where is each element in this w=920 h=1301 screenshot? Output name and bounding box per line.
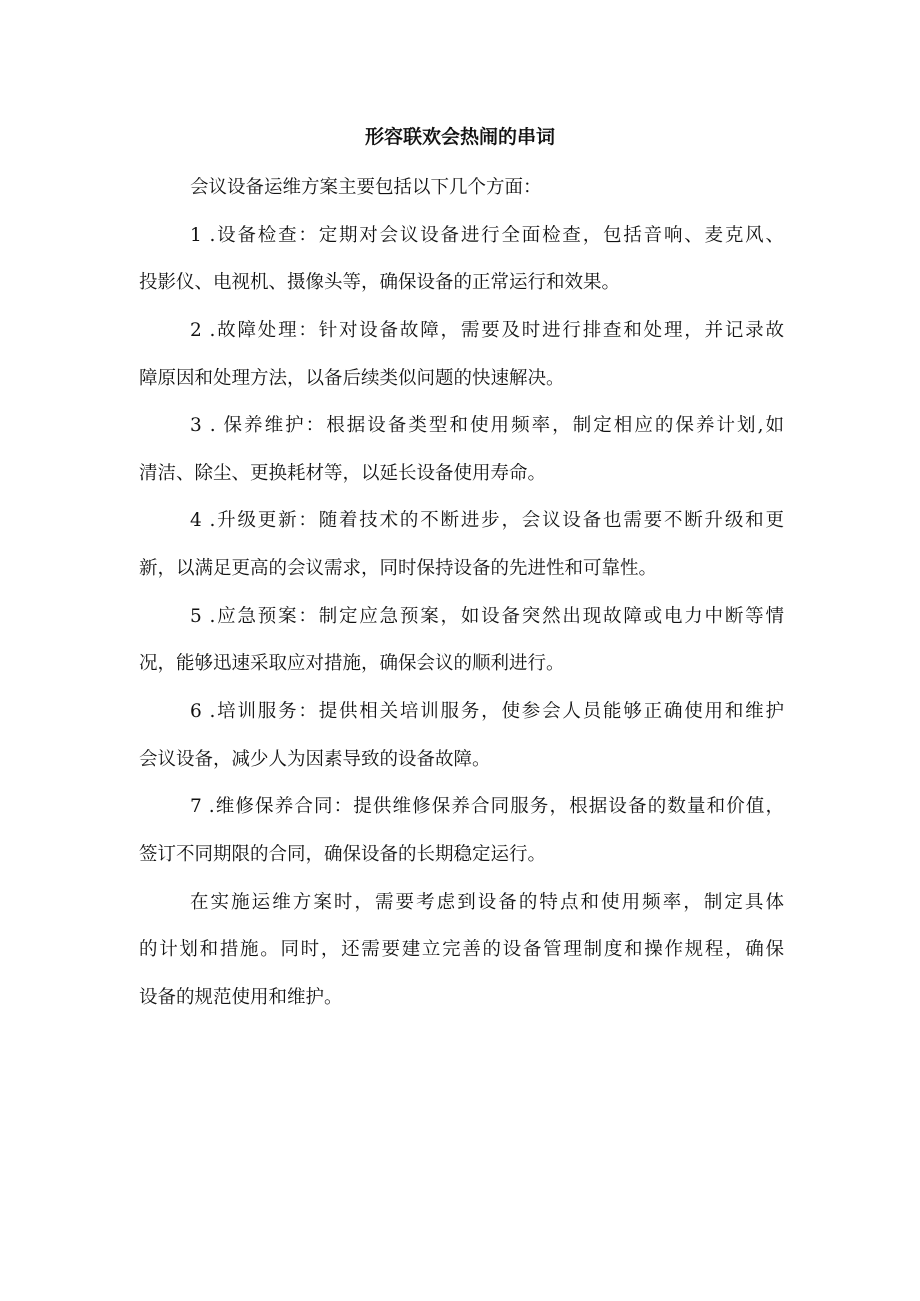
paragraph-line: 况，能够迅速采取应对措施，确保会议的顺利进行。 [139,653,565,675]
paragraph-line: 3 . 保养维护：根据设备类型和使用频率，制定相应的保养计划,如 [190,415,784,437]
paragraph-line: 1 .设备检查：定期对会议设备进行全面检查，包括音响、麦克风、 [190,224,784,246]
paragraph-line: 5 .应急预案：制定应急预案，如设备突然出现故障或电力中断等情 [190,605,784,627]
paragraph-line: 新，以满足更高的会议需求，同时保持设备的先进性和可靠性。 [139,558,658,580]
paragraph-line: 设备的规范使用和维护。 [139,986,343,1008]
paragraph-line: 投影仪、电视机、摄像头等，确保设备的正常运行和效果。 [139,272,621,294]
paragraph-line: 4 .升级更新：随着技术的不断进步，会议设备也需要不断升级和更 [190,510,784,532]
paragraph-line: 在实施运维方案时，需要考虑到设备的特点和使用频率，制定具体 [190,891,784,913]
document-title: 形容联欢会热闹的串词 [364,126,555,148]
paragraph-line: 2 .故障处理：针对设备故障，需要及时进行排查和处理，并记录故 [190,319,784,341]
paragraph-line: 清洁、除尘、更换耗材等，以延长设备使用寿命。 [139,462,547,484]
paragraph-line: 会议设备运维方案主要包括以下几个方面： [190,177,542,198]
paragraph-line: 障原因和处理方法，以备后续类似问题的快速解决。 [139,367,565,389]
document-body [139,164,784,1022]
paragraph-line: 会议设备，减少人为因素导致的设备故障。 [139,748,491,770]
paragraph-line: 签订不同期限的合同，确保设备的长期稳定运行。 [139,843,547,865]
paragraph-line: 6 .培训服务：提供相关培训服务，使参会人员能够正确使用和维护 [190,701,784,723]
paragraph-line: 的计划和措施。同时，还需要建立完善的设备管理制度和操作规程，确保 [139,939,784,961]
paragraph-line: 7 .维修保养合同：提供维修保养合同服务，根据设备的数量和价值， [190,796,784,818]
